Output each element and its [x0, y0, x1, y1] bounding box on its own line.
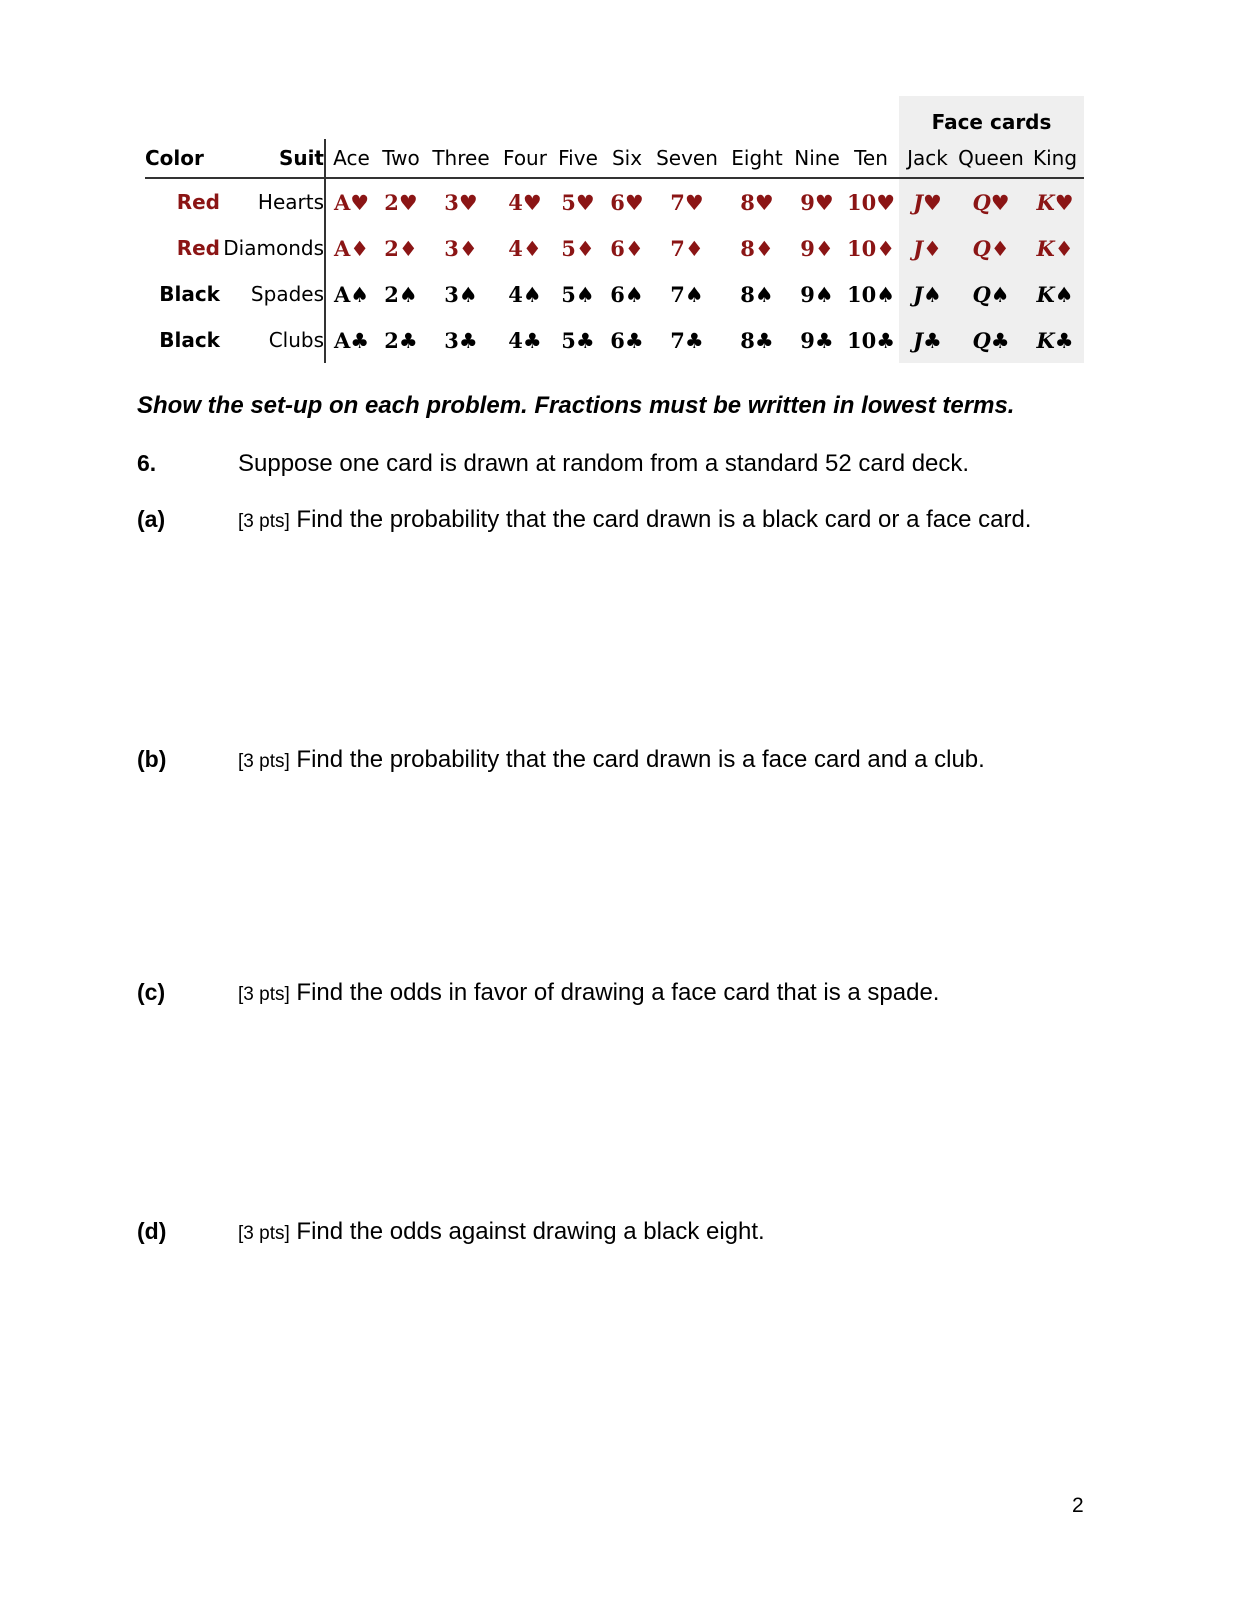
- card-cell: 3♣: [444, 327, 478, 353]
- part-d-text: Find the odds against drawing a black eight.: [296, 1218, 765, 1245]
- card-cell: 3♥: [444, 189, 478, 215]
- part-d-question: [238, 1218, 765, 1246]
- card-cell: 6♠: [610, 281, 644, 307]
- card-cell: 7♥: [670, 189, 704, 215]
- part-c-points: [3 pts]: [238, 984, 290, 1005]
- card-cell: 2♥: [384, 189, 418, 215]
- row-suit: Spades: [220, 271, 325, 317]
- part-d-label: (d): [137, 1218, 167, 1244]
- header-queen: Queen: [956, 139, 1026, 178]
- card-cell: 5♠: [561, 281, 595, 307]
- face-card-cell: K♠: [1026, 271, 1084, 317]
- face-card-cell: J♥: [899, 178, 956, 225]
- card-cell: 6♦: [610, 235, 644, 261]
- table-row-clubs: [145, 317, 1084, 363]
- part-a-label: (a): [137, 506, 166, 532]
- part-b-label: (b): [137, 746, 167, 772]
- header-suit: Suit: [220, 139, 325, 178]
- row-suit: Clubs: [220, 317, 325, 363]
- card-cell: 9♣: [800, 327, 834, 353]
- card-cell: A♣: [333, 327, 370, 353]
- card-cell: 9♦: [800, 235, 834, 261]
- face-card-cell: Q♣: [956, 317, 1026, 363]
- card-cell: A♦: [333, 235, 370, 261]
- card-cell: 5♣: [561, 327, 595, 353]
- face-card-cell: K♣: [1026, 317, 1084, 363]
- question-number: 6.: [137, 450, 157, 476]
- part-a-text: Find the probability that the card drawn is a black card or a face card.: [296, 506, 1032, 533]
- header-eight: Eight: [723, 139, 791, 178]
- face-card-cell: J♠: [899, 271, 956, 317]
- row-color: Red: [176, 190, 220, 214]
- page-number: 2: [1072, 1494, 1084, 1517]
- part-c-label: (c): [137, 979, 166, 1005]
- card-cell: 9♠: [800, 281, 834, 307]
- row-color: Black: [159, 282, 220, 306]
- table-row-diamonds: [145, 225, 1084, 271]
- card-cell: 7♠: [670, 281, 704, 307]
- face-card-cell: K♦: [1026, 225, 1084, 271]
- card-cell: 10♣: [846, 327, 896, 353]
- card-cell: 9♥: [800, 189, 834, 215]
- part-a-question: [238, 506, 1031, 534]
- part-c-question: [238, 979, 939, 1007]
- face-cards-header-row: [145, 96, 1084, 139]
- card-cell: 7♣: [670, 327, 704, 353]
- instructions: Show the set-up on each problem. Fractions must be written in lowest terms.: [137, 392, 1015, 419]
- face-card-cell: Q♦: [956, 225, 1026, 271]
- table-row-hearts: [145, 178, 1084, 225]
- card-cell: A♠: [333, 281, 370, 307]
- row-color: Black: [159, 328, 220, 352]
- part-a-points: [3 pts]: [238, 511, 290, 532]
- question-text: Suppose one card is drawn at random from a standard 52 card deck.: [238, 450, 970, 477]
- face-card-cell: K♥: [1026, 178, 1084, 225]
- table-header-row: [145, 139, 1084, 178]
- face-card-cell: Q♥: [956, 178, 1026, 225]
- row-suit: Diamonds: [220, 225, 325, 271]
- card-cell: 3♠: [444, 281, 478, 307]
- header-king: King: [1026, 139, 1084, 178]
- face-cards-label: Face cards: [899, 96, 1084, 139]
- card-deck-table: [145, 96, 1084, 363]
- header-color: Color: [145, 139, 220, 178]
- header-four: Four: [497, 139, 553, 178]
- face-card-cell: J♣: [899, 317, 956, 363]
- card-cell: 8♦: [740, 235, 774, 261]
- card-cell: 2♦: [384, 235, 418, 261]
- header-seven: Seven: [651, 139, 723, 178]
- card-cell: 7♦: [670, 235, 704, 261]
- part-b-points: [3 pts]: [238, 751, 290, 772]
- card-cell: 4♣: [508, 327, 542, 353]
- header-ace: Ace: [325, 139, 377, 178]
- card-cell: A♥: [333, 189, 370, 215]
- part-b-question: [238, 746, 985, 774]
- card-cell: 3♦: [444, 235, 478, 261]
- header-six: Six: [603, 139, 651, 178]
- part-b-text: Find the probability that the card drawn is a face card and a club.: [296, 746, 985, 773]
- card-cell: 2♠: [384, 281, 418, 307]
- header-nine: Nine: [791, 139, 843, 178]
- header-jack: Jack: [899, 139, 956, 178]
- card-cell: 4♦: [508, 235, 542, 261]
- part-d-points: [3 pts]: [238, 1223, 290, 1244]
- part-c-text: Find the odds in favor of drawing a face card that is a spade.: [296, 979, 940, 1006]
- face-card-cell: Q♠: [956, 271, 1026, 317]
- card-cell: 10♠: [846, 281, 896, 307]
- card-cell: 4♥: [508, 189, 542, 215]
- row-color: Red: [176, 236, 220, 260]
- card-cell: 8♥: [740, 189, 774, 215]
- card-cell: 6♣: [610, 327, 644, 353]
- card-cell: 2♣: [384, 327, 418, 353]
- card-cell: 10♦: [846, 235, 896, 261]
- row-suit: Hearts: [220, 178, 325, 225]
- face-card-cell: J♦: [899, 225, 956, 271]
- card-cell: 10♥: [846, 189, 896, 215]
- card-cell: 4♠: [508, 281, 542, 307]
- header-five: Five: [553, 139, 603, 178]
- card-cell: 6♥: [610, 189, 644, 215]
- card-cell: 5♥: [561, 189, 595, 215]
- card-cell: 5♦: [561, 235, 595, 261]
- header-two: Two: [377, 139, 425, 178]
- table-row-spades: [145, 271, 1084, 317]
- card-cell: 8♣: [740, 327, 774, 353]
- header-ten: Ten: [843, 139, 899, 178]
- header-three: Three: [425, 139, 497, 178]
- card-cell: 8♠: [740, 281, 774, 307]
